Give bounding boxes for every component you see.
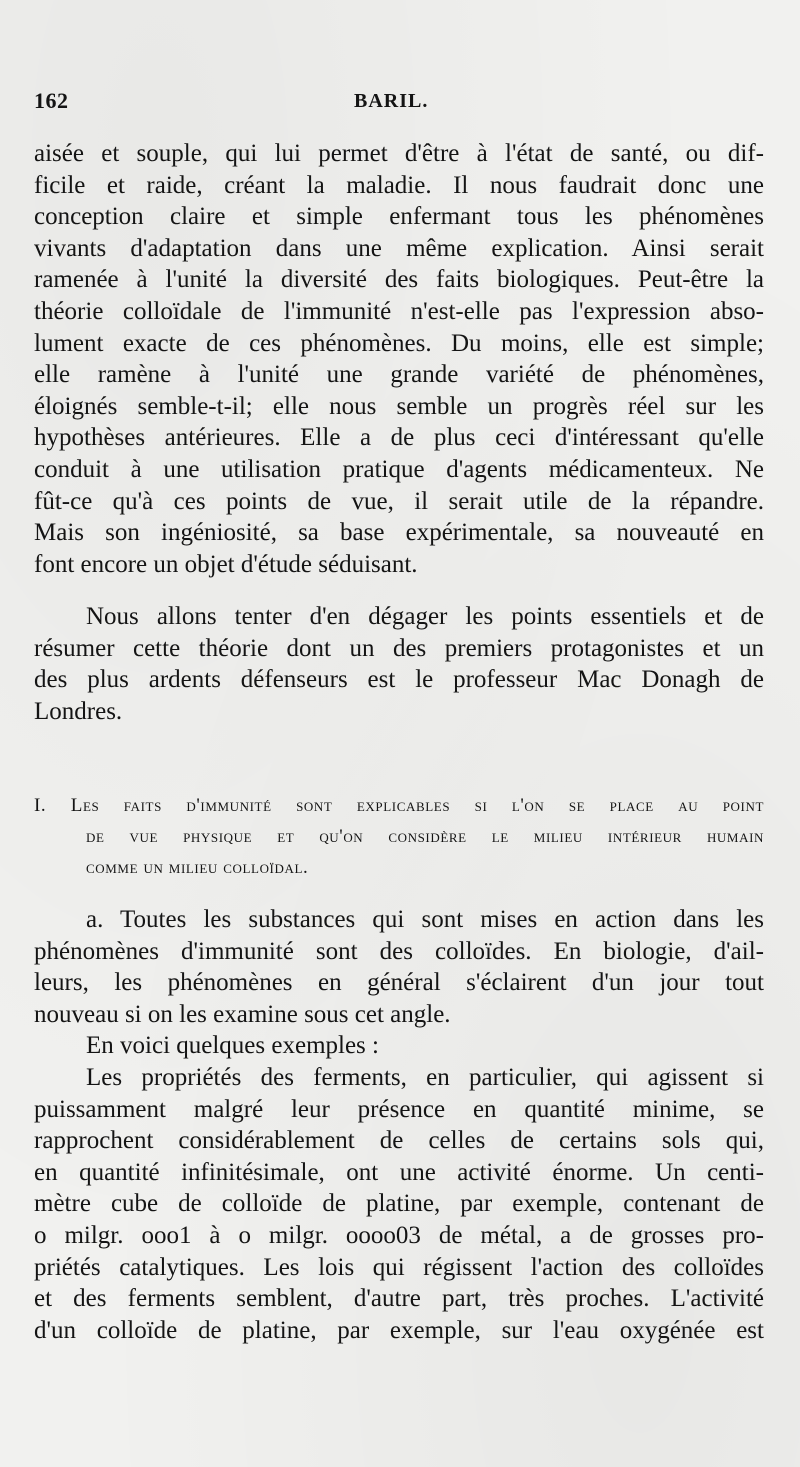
paragraph-intro <box>34 601 764 727</box>
text-line: éloignés semble-t-il; elle nous semble un progrès réel sur les <box>34 392 764 420</box>
text-line: rapprochent considérablement de celles de certains sols qui, <box>34 1127 764 1155</box>
text-line: conception claire et simple enfermant tous les phénomènes <box>34 203 764 231</box>
text-line: Les propriétés des ferments, en particulier, qui agissent si <box>86 1063 764 1091</box>
text-line: lument exacte de ces phénomènes. Du moins, elle est simple; <box>34 329 764 357</box>
text-line: font encore un objet d'étude séduisant. <box>34 550 418 578</box>
page-number: 162 <box>34 88 69 113</box>
heading-line: comme un milieu colloïdal. <box>86 857 309 878</box>
section-body <box>34 904 764 1346</box>
text-line: phénomènes d'immunité sont des colloïdes. En biologie, d'ail- <box>34 937 764 965</box>
text-line: fût-ce qu'à ces points de vue, il serait utile de la répandre. <box>34 487 764 515</box>
text-line: nouveau si on les examine sous cet angle. <box>34 1000 451 1028</box>
text-line: théorie colloïdale de l'immunité n'est-elle pas l'expression abso- <box>34 297 764 325</box>
section-heading <box>34 790 764 883</box>
text-line: ramenée à l'unité la diversité des faits biologiques. Peut-être la <box>34 266 764 294</box>
text-line: elle ramène à l'unité une grande variété de phénomènes, <box>34 361 764 389</box>
text-line: vivants d'adaptation dans une même explication. Ainsi serait <box>34 234 764 262</box>
running-title: BARIL. <box>354 90 429 112</box>
text-line: d'un colloïde de platine, par exemple, sur l'eau oxygénée est <box>34 1316 764 1344</box>
text-line: En voici quelques exemples : <box>86 1032 379 1060</box>
text-line: Mais son ingéniosité, sa base expérimentale, sa nouveauté en <box>34 519 764 547</box>
text-line: puissamment malgré leur présence en quantité minime, se <box>34 1095 764 1123</box>
text-line: ficile et raide, créant la maladie. Il nous faudrait donc une <box>34 171 764 199</box>
text-line: des plus ardents défenseurs est le professeur Mac Donagh de <box>34 666 764 694</box>
text-line: leurs, les phénomènes en général s'éclairent d'un jour tout <box>34 969 764 997</box>
text-line: hypothèses antérieures. Elle a de plus ceci d'intéressant qu'elle <box>34 424 764 452</box>
text-line: a. Toutes les substances qui sont mises en action dans les <box>86 906 764 933</box>
text-line: Nous allons tenter d'en dégager les points essentiels et de <box>86 603 764 630</box>
paragraph-continuation <box>34 138 764 580</box>
text-line: résumer cette théorie dont un des premiers protagonistes et un <box>34 634 764 662</box>
text-line: en quantité infinitésimale, ont une activité énorme. Un centi- <box>34 1158 764 1186</box>
running-head <box>34 88 774 118</box>
text-line: priétés catalytiques. Les lois qui régissent l'action des colloïdes <box>34 1253 764 1281</box>
text-line: o milgr. ooo1 à o milgr. oooo03 de métal, a de grosses pro- <box>34 1221 764 1249</box>
text-line: conduit à une utilisation pratique d'agents médicamenteux. Ne <box>34 455 764 483</box>
text-line: et des ferments semblent, d'autre part, très proches. L'activité <box>34 1285 764 1313</box>
text-line: Londres. <box>34 697 123 725</box>
heading-line: de vue physique et qu'on considère le milieu intérieur humain <box>86 826 764 847</box>
text-line: aisée et souple, qui lui permet d'être à l'état de santé, ou dif- <box>34 140 764 167</box>
text-line: mètre cube de colloïde de platine, par exemple, contenant de <box>34 1190 764 1218</box>
heading-line: I. Les faits d'immunité sont explicables si l'on se place au point <box>34 795 764 816</box>
